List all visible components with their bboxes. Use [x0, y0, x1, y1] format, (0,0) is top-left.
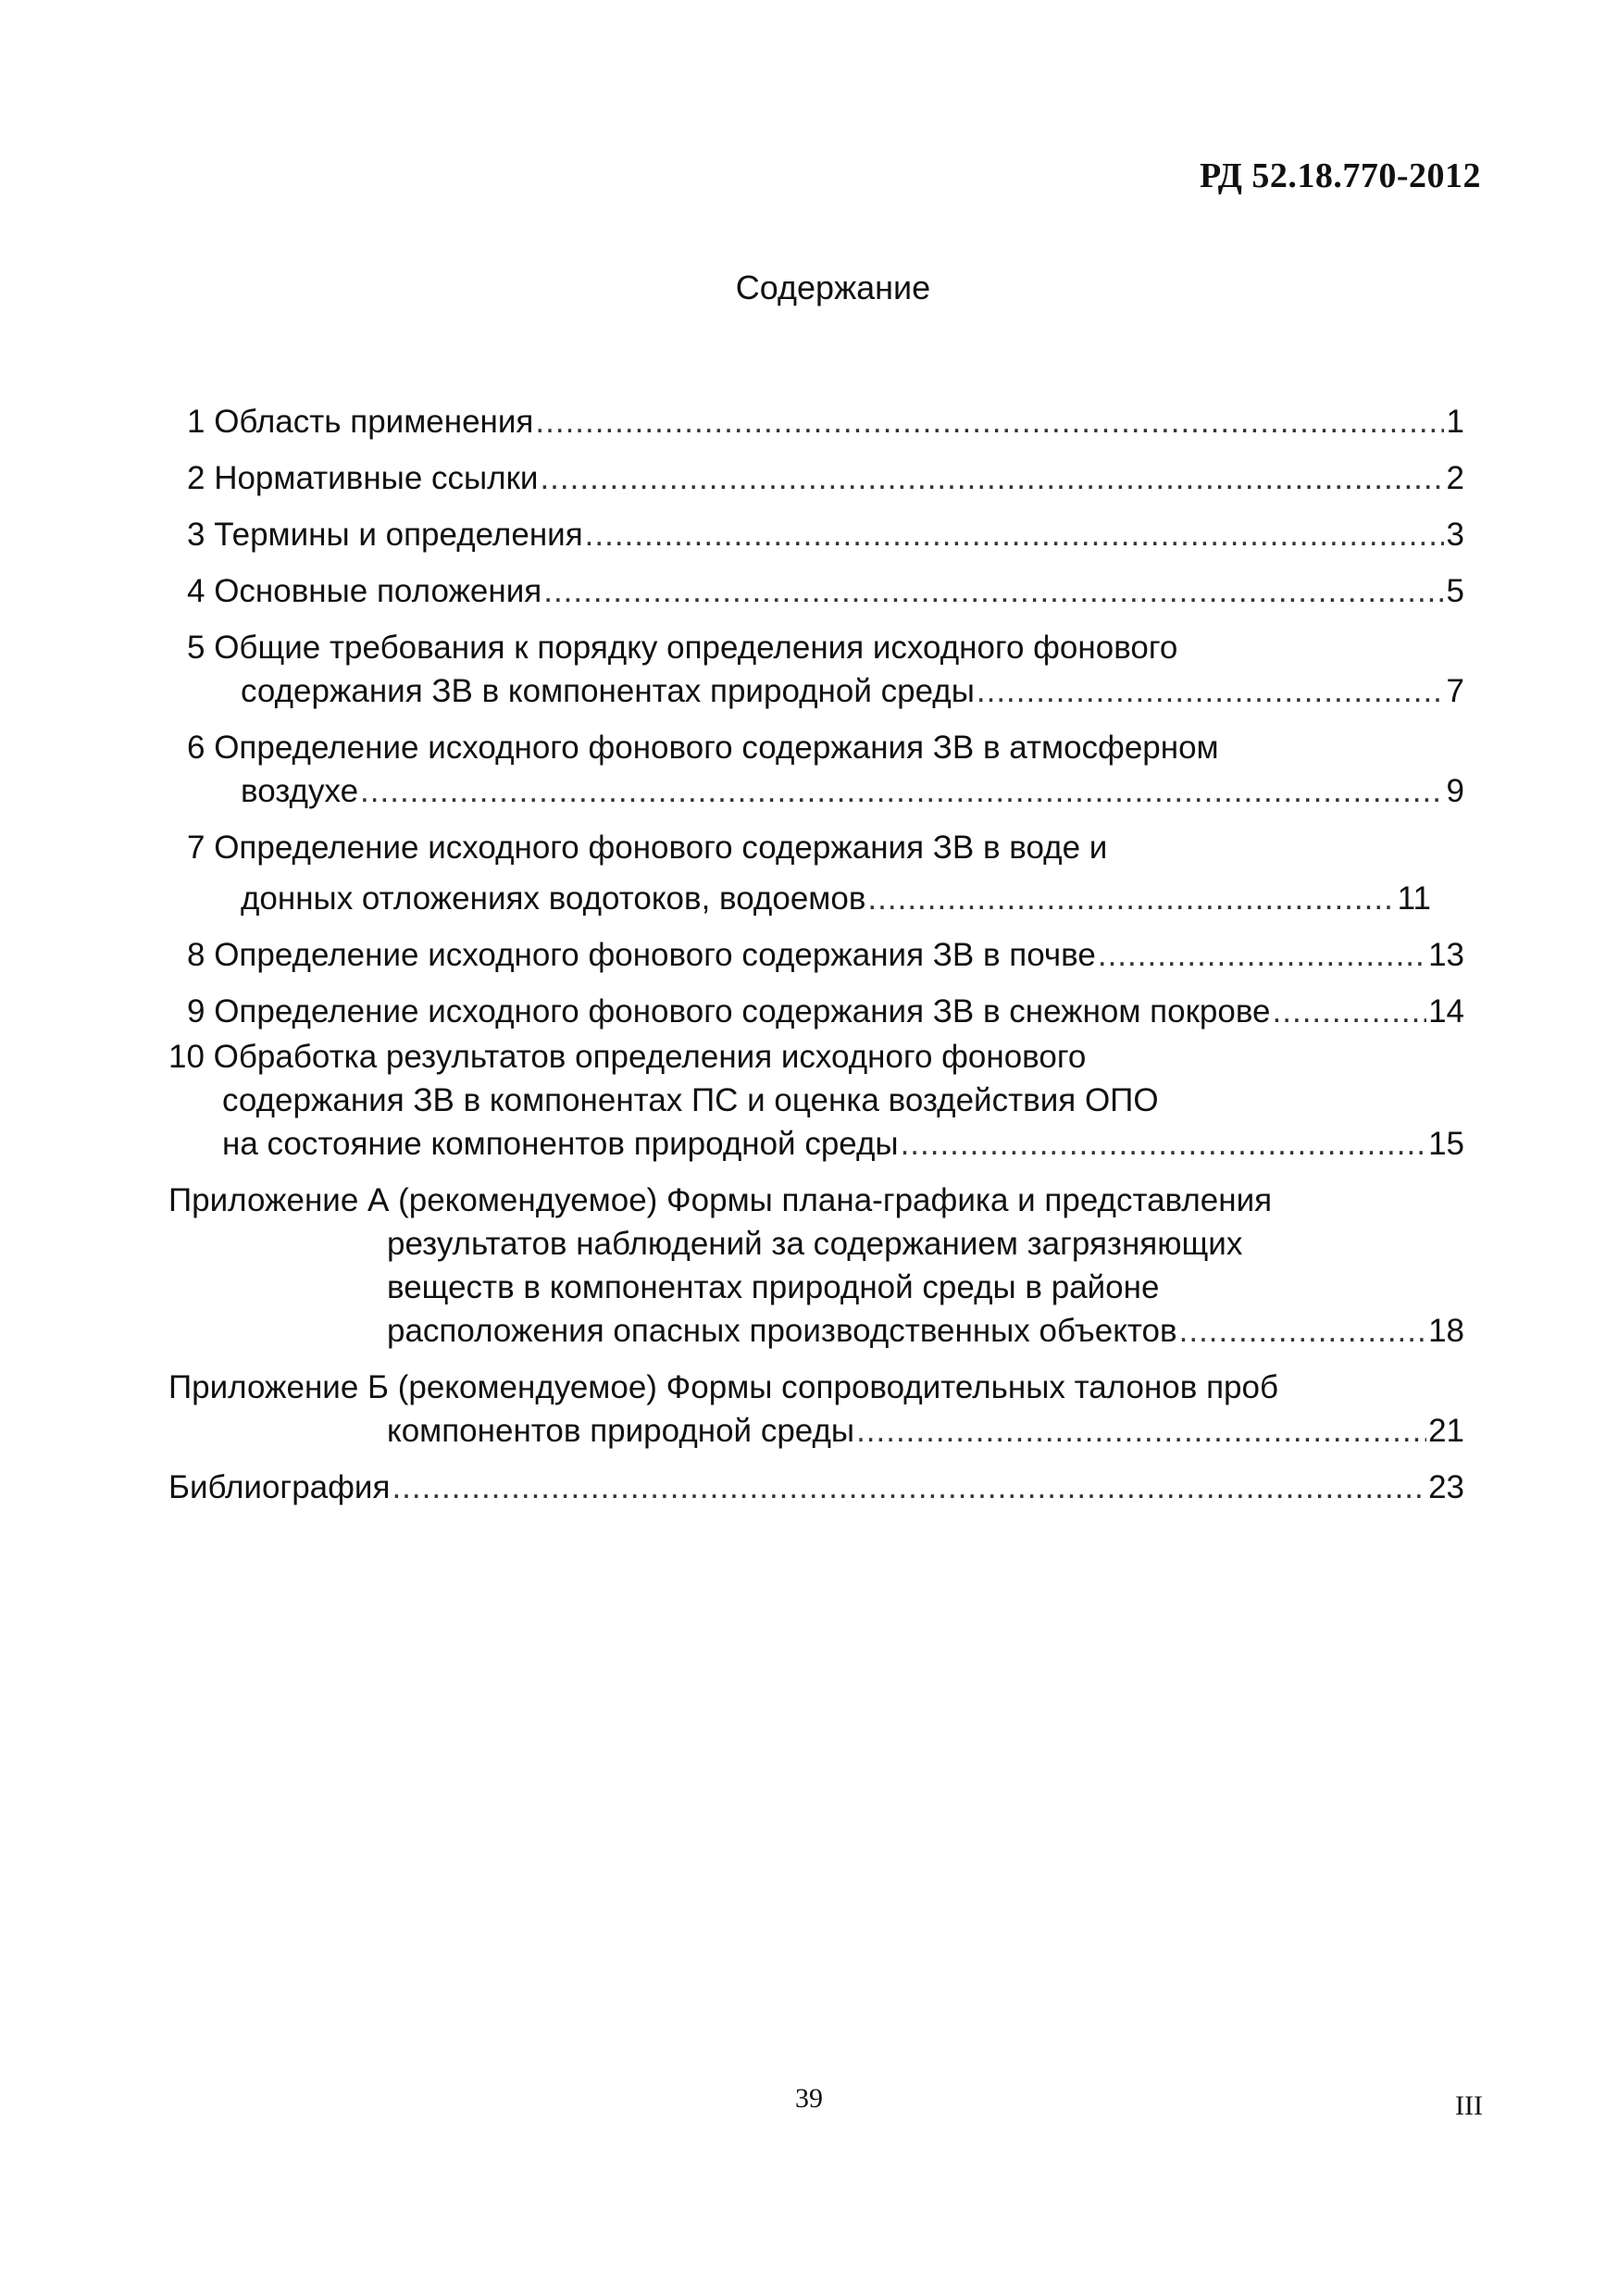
toc-entry-text: содержания ЗВ в компонентах природной среды [241, 673, 975, 709]
leader-dots [540, 456, 1444, 500]
toc-page-number: 13 [1428, 937, 1464, 973]
document-code: РД 52.18.770-2012 [1200, 156, 1481, 195]
toc-entry-7[interactable] [168, 826, 1431, 920]
toc-page-number: 5 [1446, 573, 1464, 609]
toc-entry-2[interactable] [168, 456, 1464, 500]
leader-dots [543, 569, 1444, 613]
toc-entry-1[interactable] [168, 400, 1464, 443]
toc-page-number: 1 [1446, 404, 1464, 440]
toc-entry-appendix-b[interactable] [168, 1366, 1464, 1453]
toc-entry-text: 9 Определение исходного фонового содержания ЗВ в снежном покрове [187, 993, 1271, 1029]
leader-dots [901, 1122, 1427, 1166]
leader-dots [867, 877, 1395, 920]
toc-entry-text: на состояние компонентов природной среды [222, 1126, 899, 1162]
toc-entry-10[interactable] [168, 1035, 1464, 1166]
toc-entry-text: 5 Общие требования к порядку определения исходного фонового [187, 630, 1178, 666]
toc-entry-text: 8 Определение исходного фонового содержания ЗВ в почве [187, 937, 1096, 973]
leader-dots [1098, 933, 1426, 977]
toc-page-number: 7 [1446, 673, 1464, 709]
toc-page-number: 18 [1428, 1313, 1464, 1349]
toc-page-number: 3 [1446, 517, 1464, 553]
toc-entry-text: результатов наблюдений за содержанием загрязняющих [387, 1226, 1243, 1262]
toc-entry-text: Приложение А (рекомендуемое) Формы плана-графика и представления [168, 1182, 1273, 1218]
toc-page-number: 23 [1428, 1469, 1464, 1505]
toc-entry-9[interactable] [168, 990, 1464, 1033]
toc-entry-text: донных отложениях водотоков, водоемов [241, 880, 866, 917]
leader-dots [535, 400, 1444, 443]
table-of-contents [168, 400, 1464, 1522]
toc-page-number: 15 [1428, 1126, 1464, 1162]
leader-dots [856, 1409, 1426, 1453]
toc-entry-text: Приложение Б (рекомендуемое) Формы сопроводительных талонов проб [168, 1369, 1279, 1405]
page-number: 39 [795, 2083, 823, 2114]
toc-entry-text: 3 Термины и определения [187, 517, 583, 553]
toc-entry-text: содержания ЗВ в компонентах ПС и оценка воздействия ОПО [222, 1082, 1159, 1118]
toc-page-number: 11 [1397, 880, 1431, 917]
toc-entry-text: 1 Область применения [187, 404, 534, 440]
toc-entry-text: 4 Основные положения [187, 573, 542, 609]
toc-entry-text: компонентов природной среды [387, 1413, 855, 1449]
leader-dots [977, 669, 1444, 713]
toc-entry-text: веществ в компонентах природной среды в районе [387, 1269, 1160, 1305]
toc-page-number: 9 [1446, 773, 1464, 809]
toc-title: Содержание [735, 268, 931, 306]
leader-dots [585, 513, 1444, 556]
leader-dots [1273, 990, 1427, 1033]
toc-entry-bibliography[interactable] [168, 1466, 1464, 1509]
toc-page-number: 2 [1446, 460, 1464, 496]
toc-entry-5[interactable] [168, 626, 1464, 713]
toc-entry-text: расположения опасных производственных объектов [387, 1313, 1177, 1349]
leader-dots [360, 769, 1444, 813]
toc-entry-text: Библиография [168, 1469, 391, 1505]
leader-dots [1179, 1309, 1426, 1353]
toc-entry-text: воздухе [241, 773, 359, 809]
toc-entry-text: 6 Определение исходного фонового содержания ЗВ в атмосферном [187, 730, 1219, 766]
toc-entry-8[interactable] [168, 933, 1464, 977]
toc-entry-4[interactable] [168, 569, 1464, 613]
toc-entry-3[interactable] [168, 513, 1464, 556]
roman-page-number: III [1455, 2090, 1483, 2121]
toc-page-number: 14 [1428, 993, 1464, 1029]
toc-entry-text: 7 Определение исходного фонового содержания ЗВ в воде и [187, 830, 1108, 866]
toc-entry-appendix-a[interactable] [168, 1179, 1464, 1353]
toc-entry-6[interactable] [168, 726, 1464, 813]
toc-entry-text: 10 Обработка результатов определения исходного фонового [168, 1039, 1087, 1075]
leader-dots [392, 1466, 1426, 1509]
toc-page-number: 21 [1428, 1413, 1464, 1449]
toc-entry-text: 2 Нормативные ссылки [187, 460, 539, 496]
